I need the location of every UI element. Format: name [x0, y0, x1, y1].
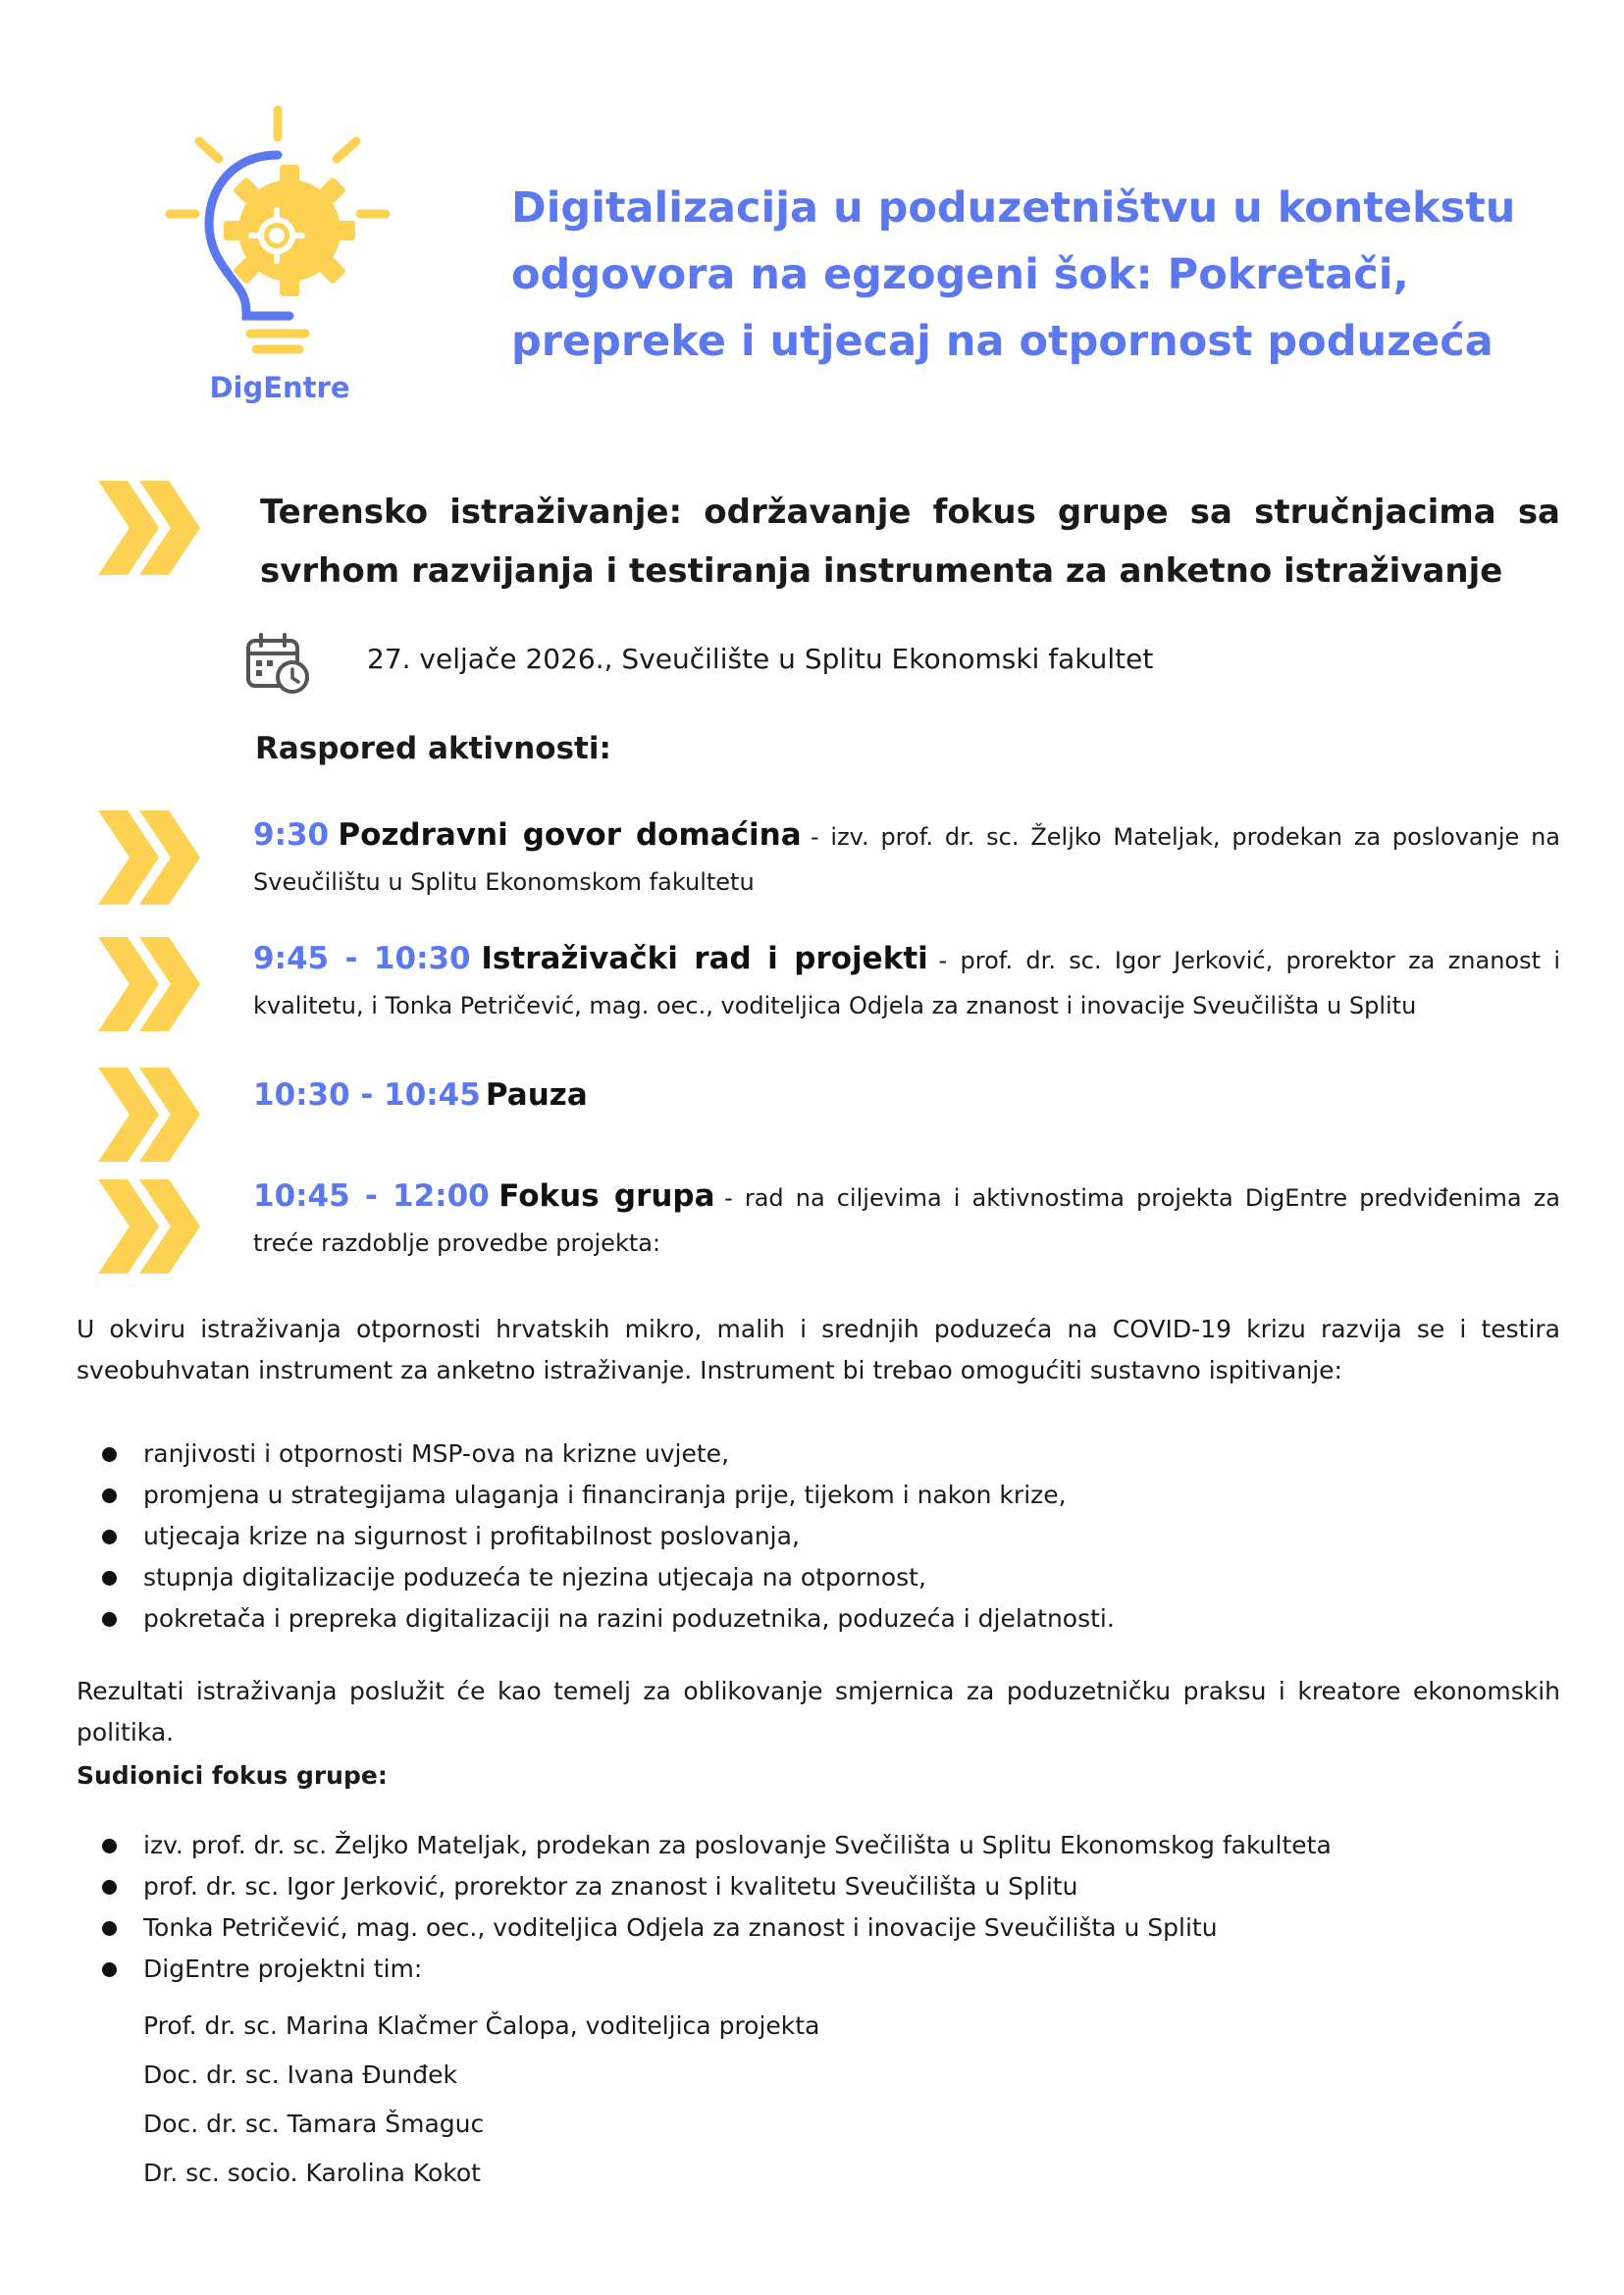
chevron-arrows-icon [98, 1179, 208, 1274]
agenda-time: 10:30 - 10:45 [253, 1077, 481, 1113]
chevron-arrows-icon [98, 1068, 208, 1162]
list-item-text: utjecaja krize na sigurnost i profitabilnost poslovanja, [143, 1522, 800, 1550]
schedule-heading: Raspored aktivnosti: [255, 731, 611, 766]
intro-paragraph: U okviru istraživanja otpornosti hrvatskih mikro, malih i srednjih poduzeća na COVID-19 krizu razvija se i testira sveobuhvatan instrument za anketno istraživanje. Instrument bi trebao omogućiti sustavno ispitivanje: [77, 1315, 1560, 1384]
bullet-dot [102, 1839, 117, 1853]
project-team-list [143, 2002, 1321, 2198]
agenda-activity: Pauza [485, 1077, 588, 1113]
agenda-time: 10:45 - 12:00 [253, 1178, 490, 1214]
list-item [98, 1866, 1521, 1907]
chevron-arrows-icon [98, 937, 208, 1031]
list-item-text: promjena u strategijama ulaganja i financiranja prije, tijekom i nakon krize, [143, 1481, 1067, 1509]
participants-heading: Sudionici fokus grupe: [77, 1761, 388, 1790]
team-member: Prof. dr. sc. Marina Klačmer Čalopa, voditeljica projekta [143, 2011, 820, 2040]
agenda-time: 9:45 - 10:30 [253, 941, 471, 976]
team-member: Doc. dr. sc. Ivana Đunđek [143, 2060, 457, 2089]
agenda-item [253, 1077, 1560, 1113]
list-item [98, 1516, 1521, 1557]
agenda-activity: Pozdravni govor domaćina [338, 817, 802, 853]
agenda-description: - izv. prof. dr. sc. Željko Mateljak, prodekan za poslovanje na Sveučilištu u Splitu Ekonomskom fakultetu [253, 823, 1560, 896]
agenda-description: - prof. dr. sc. Igor Jerković, prorektor za znanost i kvalitetu, i Tonka Petričević, mag. oec., voditeljica Odjela za znanost i inovacije Sveučilišta u Splitu [253, 947, 1560, 1019]
bullet-dot [102, 1530, 117, 1544]
bullet-dot [102, 1447, 117, 1462]
bullet-dot [102, 1488, 117, 1503]
digentre-logo [152, 98, 407, 422]
bullet-dot [102, 1921, 117, 1936]
list-item-text: ranjivosti i otpornosti MSP-ova na krizne uvjete, [143, 1439, 730, 1468]
bullet-dot [102, 1880, 117, 1895]
team-member: Dr. sc. socio. Karolina Kokot [143, 2159, 481, 2187]
list-item-text: prof. dr. sc. Igor Jerković, prorektor za znanost i kvalitetu Sveučilišta u Splitu [143, 1872, 1078, 1901]
agenda-item [253, 814, 1560, 905]
list-item [98, 1907, 1521, 1949]
logo-text: DigEntre [209, 371, 350, 404]
team-member: Doc. dr. sc. Tamara Šmaguc [143, 2110, 485, 2138]
bullet-dot [102, 1962, 117, 1977]
participants-list [98, 1825, 1521, 1990]
topics-list [98, 1434, 1521, 1640]
results-paragraph: Rezultati istraživanja poslužit će kao temelj za oblikovanje smjernica za poduzetničku praksu i kreatore ekonomskih politika. [77, 1677, 1560, 1747]
list-item-text: Tonka Petričević, mag. oec., voditeljica Odjela za znanost i inovacije Sveučilišta u Splitu [143, 1913, 1218, 1942]
field-research-title: Terensko istraživanje: održavanje fokus grupe sa stručnjacima sa svrhom razvijanja i testiranja instrumenta za anketno istraživanje [260, 493, 1560, 591]
list-item-text: pokretača i prepreka digitalizaciji na razini poduzetnika, poduzeća i djelatnosti. [143, 1604, 1115, 1633]
list-item-text: stupnja digitalizacije poduzeća te njezina utjecaja na otpornost, [143, 1563, 926, 1591]
list-item [98, 1949, 1521, 1990]
chevron-arrows-icon [98, 810, 208, 905]
agenda-activity: Istraživački rad i projekti [481, 941, 928, 976]
lightbulb-gear-icon [152, 98, 407, 363]
list-item-text: izv. prof. dr. sc. Željko Mateljak, prodekan za poslovanje Svečilišta u Splitu Ekonomskog fakulteta [143, 1831, 1332, 1859]
list-item [98, 1825, 1521, 1866]
list-item-text: DigEntre projektni tim: [143, 1955, 423, 1983]
date-location: 27. veljače 2026., Sveučilište u Splitu Ekonomski fakultet [367, 643, 1154, 675]
list-item [98, 1557, 1521, 1598]
bullet-dot [102, 1612, 117, 1627]
list-item [98, 1475, 1521, 1516]
document-title: Digitalizacija u poduzetništvu u kontekstu odgovora na egzogeni šok: Pokretači, prepreke i utjecaj na otpornost poduzeća [511, 183, 1516, 366]
calendar-clock-icon [245, 633, 310, 694]
list-item [98, 1434, 1521, 1475]
chevron-arrows-icon [98, 481, 208, 575]
agenda-activity: Fokus grupa [498, 1178, 715, 1214]
agenda-item [253, 1175, 1560, 1266]
bullet-dot [102, 1571, 117, 1586]
agenda-time: 9:30 [253, 817, 330, 853]
agenda-item [253, 938, 1560, 1028]
agenda-description: - rad na ciljevima i aktivnostima projekta DigEntre predviđenima za treće razdoblje provedbe projekta: [253, 1184, 1560, 1257]
list-item [98, 1598, 1521, 1640]
